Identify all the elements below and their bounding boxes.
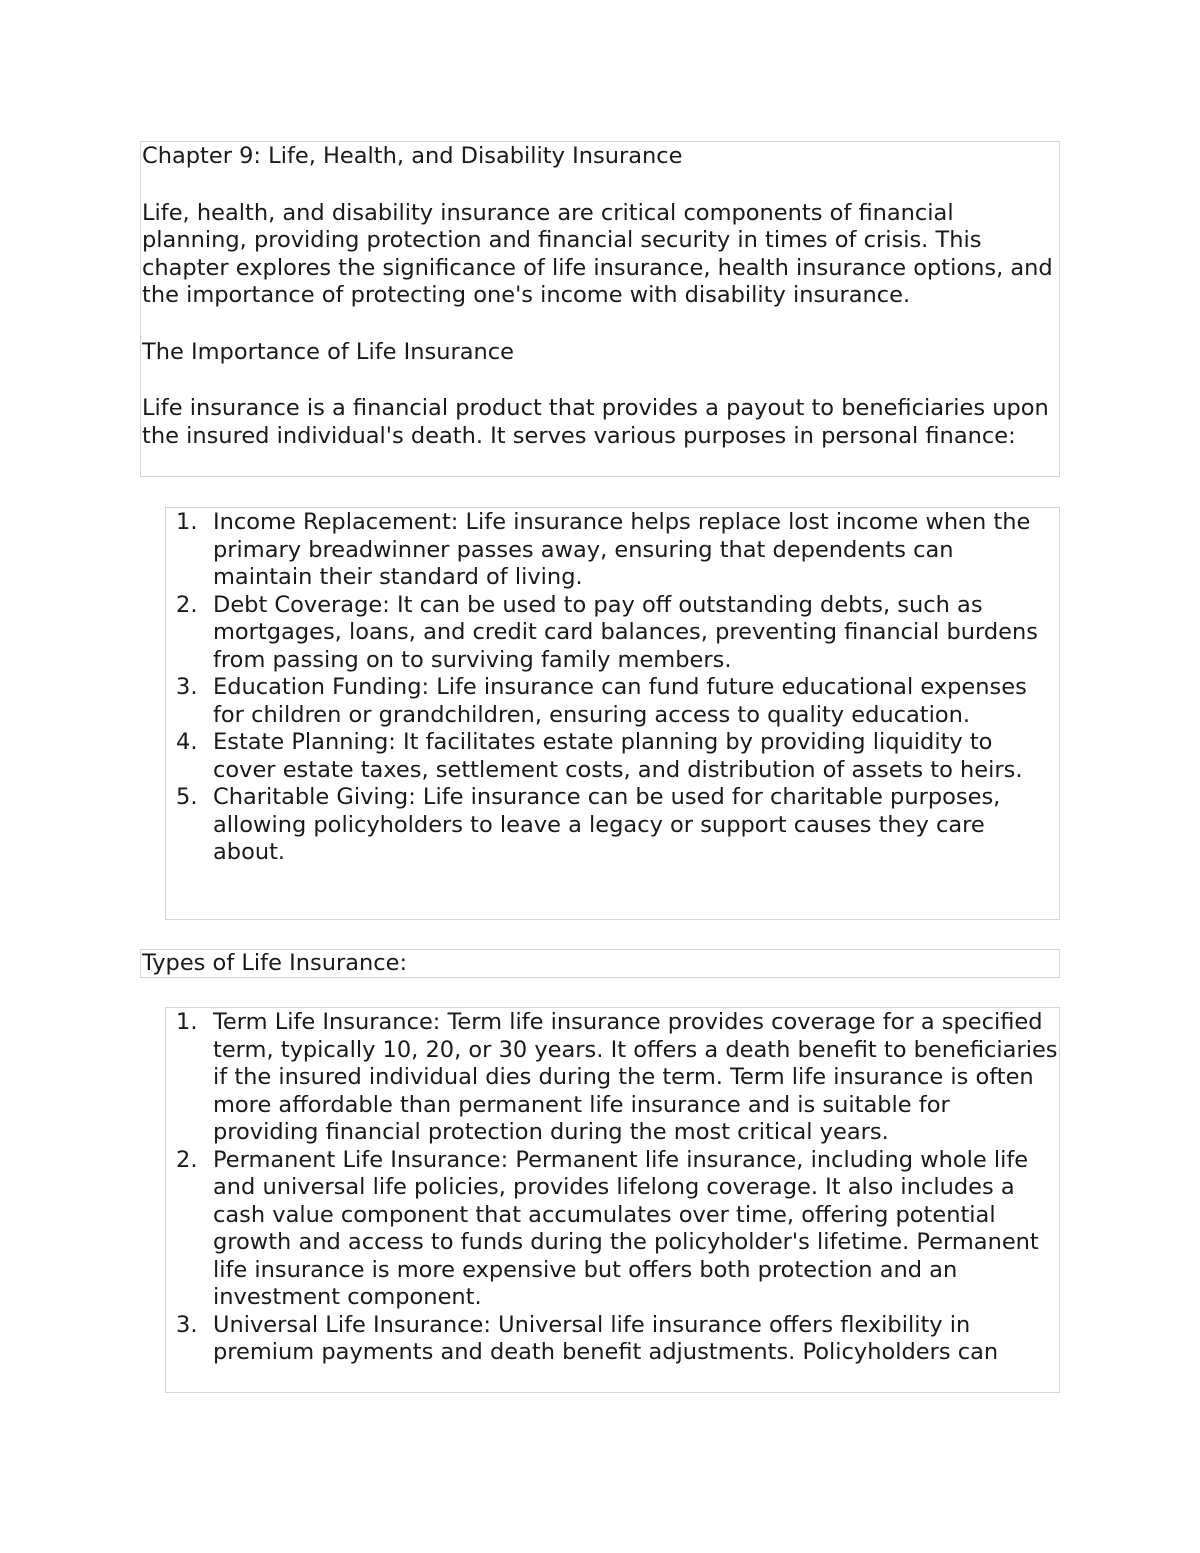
intro-text-box [140,141,1060,477]
list-item [166,784,1059,867]
list-item [166,592,1059,675]
list-number: 2. [176,591,198,618]
types-list [166,1009,1059,1367]
list-item [166,1009,1059,1147]
list-item-text: Estate Planning: It facilitates estate planning by providing liquidity to cover estate taxes, settlement costs, and distribution of assets to heirs. [213,729,1023,783]
list-number: 3. [176,674,198,700]
section-heading: The Importance of Life Insurance [142,338,515,365]
list-number: 5. [176,784,198,810]
types-heading-box [140,949,1060,978]
types-heading: Types of Life Insurance: [142,950,408,976]
list-item-text: Education Funding: Life insurance can fund future educational expenses for children or grandchildren, ensuring access to quality education. [213,674,1027,728]
list-number: 1. [176,509,198,535]
purposes-list [166,509,1059,867]
chapter-title: Chapter 9: Life, Health, and Disability Insurance [142,143,683,169]
list-item-text: Universal Life Insurance: Universal life insurance offers flexibility in premium payments and death benefit adjustments. Policyholders can [213,1311,999,1365]
purposes-list-box [165,507,1060,920]
list-item-text: Charitable Giving: Life insurance can be used for charitable purposes, allowing policyholders to leave a legacy or support causes they care about. [213,784,1001,865]
types-list-box [165,1007,1060,1393]
spacer [142,171,1059,200]
intro-paragraph: Life, health, and disability insurance are critical components of financial planning, providing protection and financial security in times of crisis. This chapter explores the significance of life insurance, health insurance options, and the importance of protecting one's income with disability insurance. [142,199,1053,308]
list-item-text: Debt Coverage: It can be used to pay off outstanding debts, such as mortgages, loans, and credit card balances, preventing financial burdens from passing on to surviving family members. [213,591,1038,673]
list-item [166,1312,1059,1367]
list-number: 4. [176,729,198,755]
list-item-text: Term Life Insurance: Term life insurance provides coverage for a specified term, typically 10, 20, or 30 years. It offers a death benefit to beneficiaries if the insured individual dies during the term. Term life insurance is often more affordable than permanent life insurance and is suitable for providing financial protection during the most critical years. [213,1009,1058,1145]
list-number: 2. [176,1146,198,1173]
spacer [142,310,1059,339]
spacer [142,366,1059,395]
list-item [166,729,1059,784]
list-item-text: Permanent Life Insurance: Permanent life insurance, including whole life and universal life policies, provides lifelong coverage. It also includes a cash value component that accumulates over time, offering potential growth and access to funds during the policyholder's lifetime. Permanent life insurance is more expensive but offers both protection and an investment component. [213,1146,1039,1310]
section-paragraph: Life insurance is a financial product that provides a payout to beneficiaries upon the insured individual's death. It serves various purposes in personal finance: [142,395,1049,449]
list-number: 1. [176,1009,198,1035]
list-item-text: Income Replacement: Life insurance helps replace lost income when the primary breadwinner passes away, ensuring that dependents can maintain their standard of living. [213,509,1031,590]
list-item [166,674,1059,729]
list-item [166,509,1059,592]
list-number: 3. [176,1311,198,1338]
list-item [166,1147,1059,1312]
